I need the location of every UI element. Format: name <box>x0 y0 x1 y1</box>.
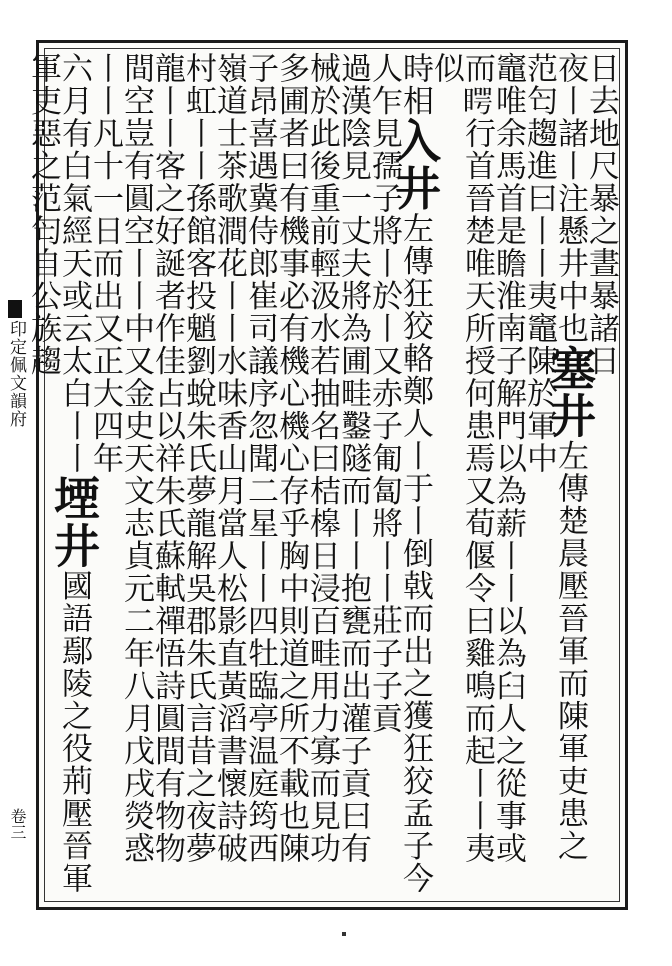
column-text: 間空豈有圓空丨丨中又金史天文志貞元二年八月戊戌熒惑 <box>118 52 154 865</box>
column-text: 子昂喜遇冀侍郎崔司議序忽聞二星丨丨四牡臨亭温庭筠西 <box>242 52 278 865</box>
column-text: 村虹丨丨孫館客投魈劉蛻朱氏夢龍解吳郡朱氏言昔之夜夢 <box>180 52 216 865</box>
column-text: 嶺道士茶歌澗花丨丨水味香山月當人松影直黃滔書懷詩破 <box>211 52 247 865</box>
text-column <box>25 52 61 898</box>
column-text: 械於此後重前輕汲水若抽名曰桔槔日浸百畦用力寡而見功 <box>304 52 340 865</box>
column-text: 六月有白氣經天或云太白丨丨 <box>56 52 92 475</box>
folio-label: 卷三 <box>8 808 27 840</box>
text-columns <box>25 52 620 898</box>
text-column <box>273 52 309 898</box>
entry-heading: 入井 <box>388 117 442 212</box>
text-column <box>304 52 340 898</box>
column-text: 人乍見孺子將丨於丨又赤子匍匐將丨丨莊子子貢 <box>366 52 402 735</box>
book-title: 印定佩文韻府 <box>6 320 26 428</box>
column-text: 軍吏惡之范匄自公族趨 <box>25 52 61 377</box>
column-text: 丨丨凡十一日而出又正大四年 <box>87 52 123 475</box>
text-column <box>47 52 101 898</box>
column-text: 而𥈭行首晉楚唯天所授何患焉又荀偃令曰雞鳴而起丨丨夷 <box>459 52 495 865</box>
text-column <box>490 52 526 898</box>
black-tab-mark <box>8 300 22 318</box>
text-column <box>118 52 154 898</box>
text-column <box>459 52 495 898</box>
column-text: 夜丨諸丨注懸井中也 <box>552 52 588 345</box>
entry-heading: 塞井 <box>543 344 597 440</box>
page-speck <box>342 932 346 936</box>
text-column <box>366 52 402 898</box>
text-column <box>583 52 619 898</box>
column-text: 過漢陰見一丈夫將為圃畦鑿隧而丨丨抱甕而出灌子貢曰有 <box>335 52 371 865</box>
column-text: 左傳狂狡輅鄭人丨于丨倒戟而出之獲狂狡孟子今 <box>397 212 433 895</box>
column-text: 范匄趨進曰丨丨夷竈陳於軍中 <box>521 52 557 475</box>
text-column <box>180 52 216 898</box>
column-text: 時相 <box>397 52 433 117</box>
column-text: 似 <box>428 52 464 85</box>
text-column <box>242 52 278 898</box>
entry-heading: 堙井 <box>47 474 101 570</box>
text-column <box>149 52 185 898</box>
column-text: 日去地尺暴之晝暴諸日 <box>583 52 619 377</box>
column-text: 國語鄢陵之役荊壓晉軍 <box>56 569 92 895</box>
text-column <box>211 52 247 898</box>
text-column <box>388 52 442 898</box>
text-column <box>543 52 597 898</box>
column-text: 多圃者曰有機事必有機心機心存乎胸中則道之所不載也陳 <box>273 52 309 865</box>
column-text: 竈唯余馬首是瞻淮南子解門以為薪丨丨以為臼人之從事或 <box>490 52 526 865</box>
text-column <box>521 52 557 898</box>
column-text: 左傳楚晨壓晉軍而陳軍吏患之 <box>552 439 588 862</box>
column-text: 龍丨丨客之好誕者作佳占以祥朱氏蘇軾禪悟詩圓間有物物 <box>149 52 185 865</box>
text-column <box>335 52 371 898</box>
